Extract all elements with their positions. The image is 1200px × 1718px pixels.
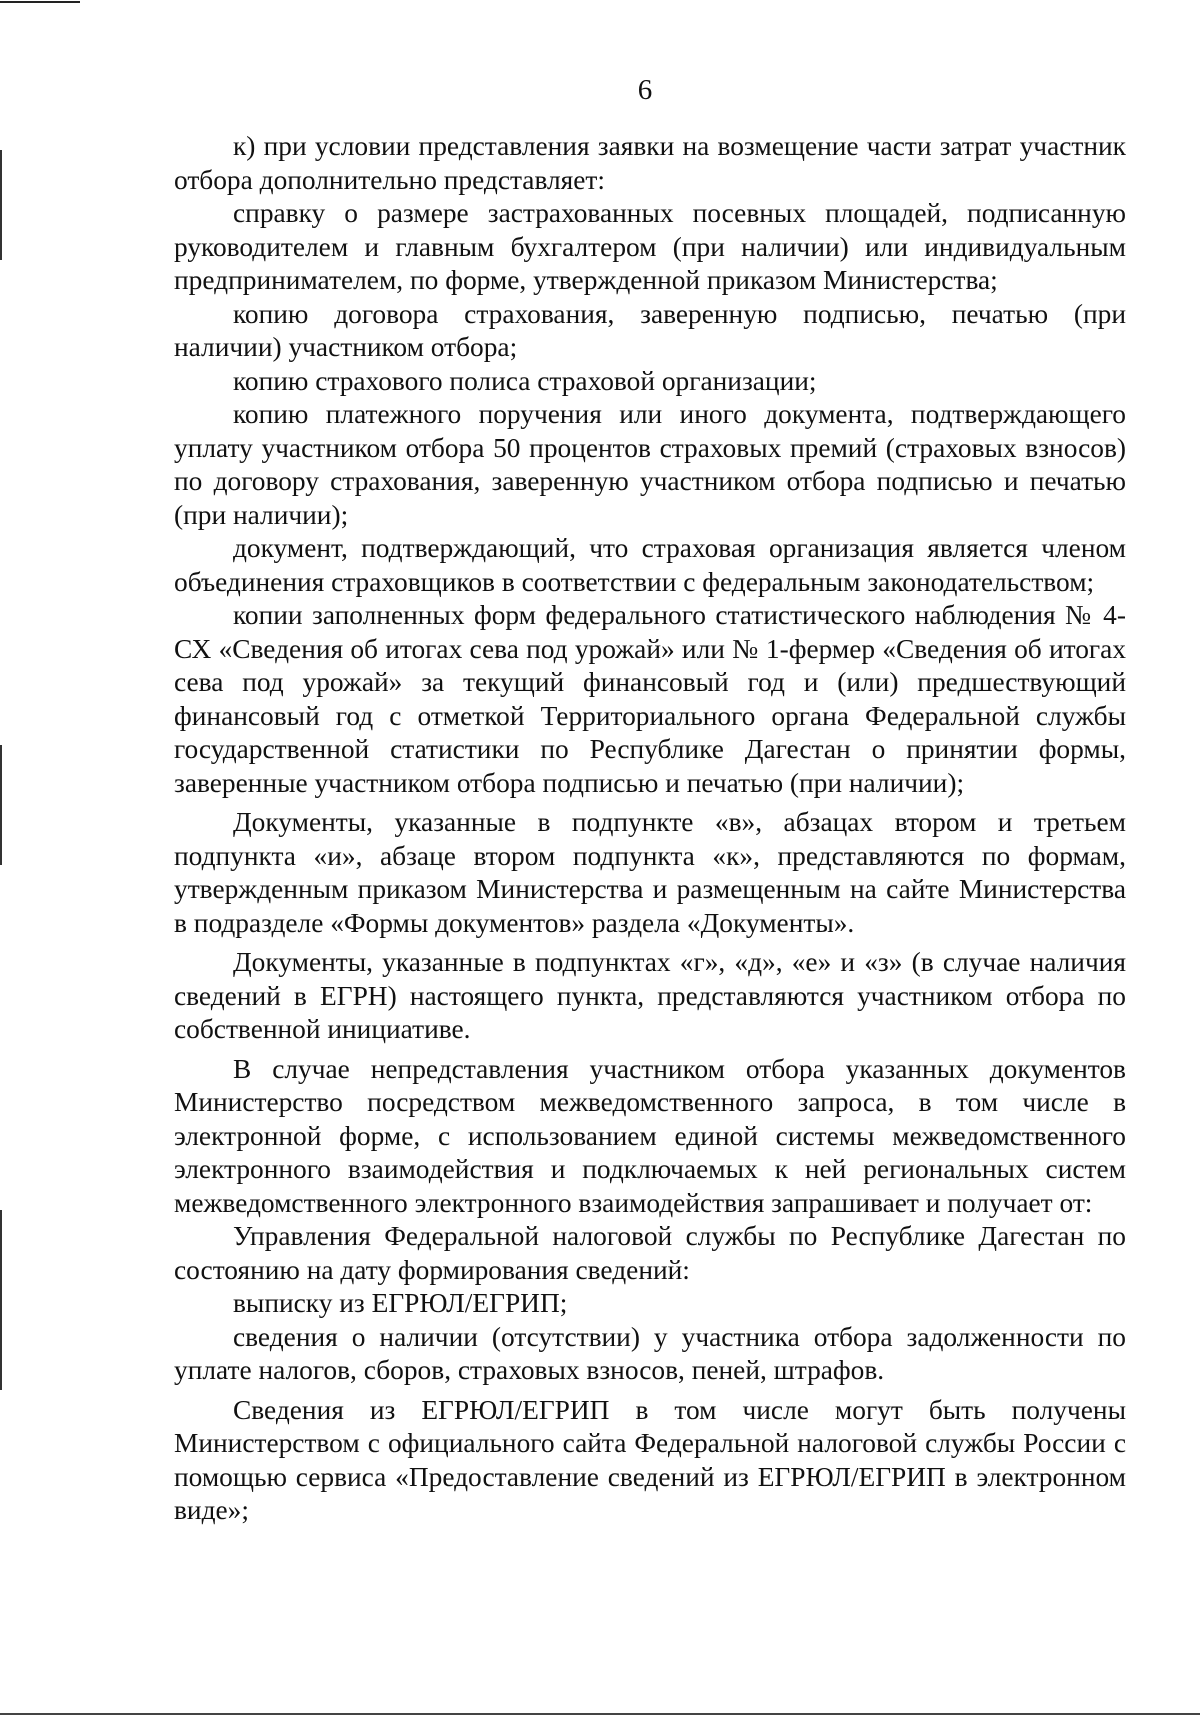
paragraph-insured-areas-certificate: справку о размере застрахованных посевных площадей, подписанную руководителем и главным бухгалтером (при наличии) или индивидуальным предпринимателем, по форме, утвержденной приказом Министерства; bbox=[174, 198, 1126, 295]
paragraph-tax-debt-info: сведения о наличии (отсутствии) у участника отбора задолженности по уплате налогов, сборов, страховых взносов, пеней, штрафов. bbox=[174, 1321, 1126, 1385]
paragraph-registry-online-service: Сведения из ЕГРЮЛ/ЕГРИП в том числе могут быть получены Министерством с официального сайта Федеральной налоговой службы России с помощью сервиса «Предоставление сведений из ЕГРЮЛ/ЕГРИП в электронном виде»; bbox=[174, 1394, 1126, 1525]
paragraph-statistical-forms-copies: копии заполненных форм федерального статистического наблюдения № 4-СХ «Сведения об итогах сева под урожай» или № 1-фермер «Сведения об итогах сева под урожай» за текущий финансовый год и (или) предшествующий финансовый год с отметкой Территориального органа Федеральной службы государственной статистики по Республике Дагестан о принятии формы, заверенные участником отбора подписью и печатью (при наличии); bbox=[174, 600, 1126, 798]
scan-edge-mark-left bbox=[0, 150, 2, 260]
paragraph-payment-order-copy: копию платежного поручения или иного документа, подтверждающего уплату участником отбора 50 процентов страховых премий (страховых взносов) по договору страхования, заверенную участником отбора подписью и печатью (при наличии); bbox=[174, 399, 1126, 530]
paragraph-k-intro: к) при условии представления заявки на возмещение части затрат участник отбора дополнительно представляет: bbox=[174, 131, 1126, 195]
scan-edge-mark-bottom bbox=[0, 1713, 1200, 1715]
document-body bbox=[174, 130, 1126, 1528]
paragraph-insurance-policy-copy: копию страхового полиса страховой организации; bbox=[233, 365, 817, 396]
scan-edge-mark-left bbox=[0, 1210, 2, 1390]
paragraph-registry-extract: выписку из ЕГРЮЛ/ЕГРИП; bbox=[233, 1288, 568, 1318]
scan-edge-mark-left bbox=[0, 745, 2, 865]
paragraph-insurer-membership-document: документ, подтверждающий, что страховая организация является членом объединения страховщиков в соответствии с федеральным законодательством; bbox=[174, 533, 1126, 597]
paragraph-own-initiative-documents: Документы, указанные в подпунктах «г», «д», «е» и «з» (в случае наличия сведений в ЕГРН) настоящего пункта, представляются участником отбора по собственной инициативе. bbox=[174, 947, 1126, 1044]
paragraph-document-forms: Документы, указанные в подпункте «в», абзацах втором и третьем подпункта «и», абзаце втором подпункта «к», представляются по формам, утвержденным приказом Министерства и размещенным на сайте Министерства в подразделе «Формы документов» раздела «Документы». bbox=[174, 807, 1126, 938]
paragraph-interagency-request: В случае непредставления участником отбора указанных документов Министерство посредством межведомственного запроса, в том числе в электронной форме, с использованием единой системы межведомственного электронного взаимодействия и подключаемых к ней региональных систем межведомственного электронного взаимодействия запрашивает и получает от: bbox=[174, 1053, 1126, 1218]
page-number: 6 bbox=[637, 74, 653, 106]
paragraph-tax-service-department: Управления Федеральной налоговой службы по Республике Дагестан по состоянию на дату формирования сведений: bbox=[174, 1221, 1126, 1285]
paragraph-insurance-contract-copy: копию договора страхования, заверенную подписью, печатью (при наличии) участником отбора; bbox=[174, 298, 1126, 362]
scan-edge-mark-top bbox=[0, 1, 80, 3]
